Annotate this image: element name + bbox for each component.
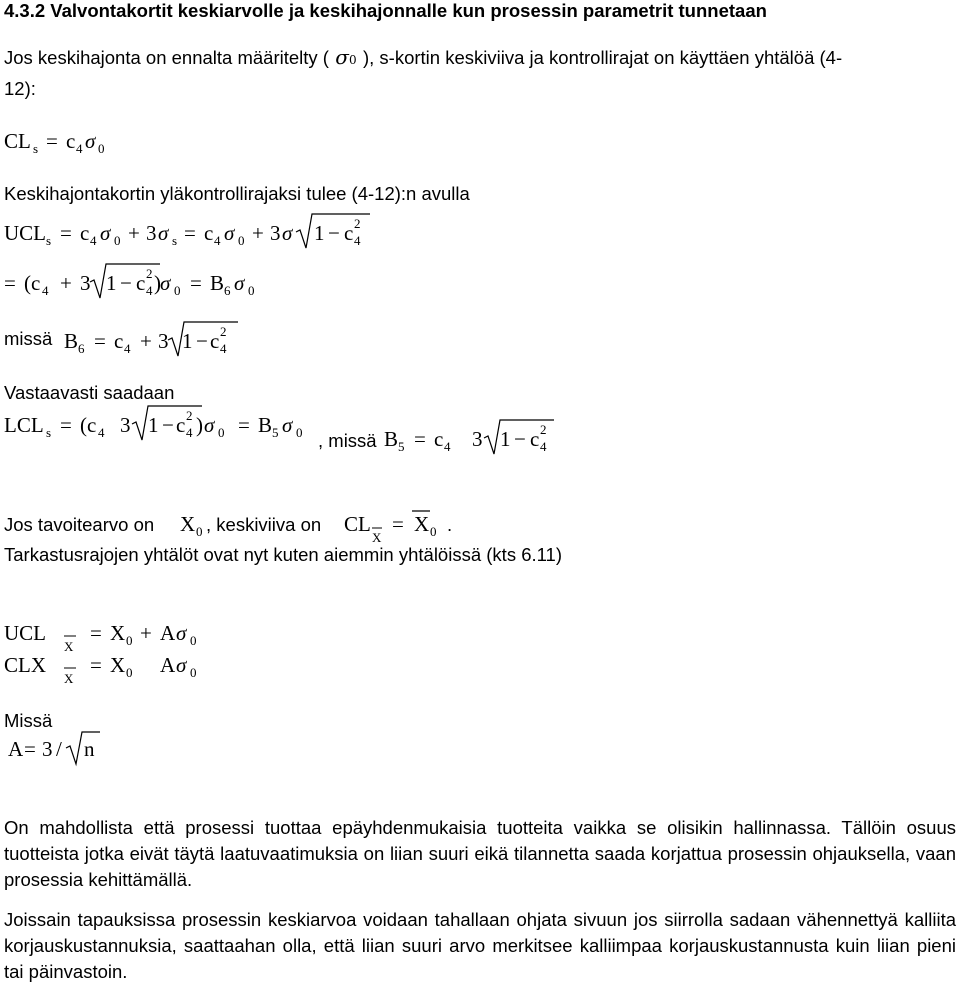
tarkastus-text: Tarkastusrajojen yhtälöt ovat nyt kuten aiemmin yhtälöissä (kts 6.11) [4, 544, 562, 565]
svg-text:σ: σ [234, 271, 245, 295]
svg-text:): ) [154, 271, 161, 295]
svg-text:A: A [8, 737, 24, 761]
svg-text:−: − [162, 413, 174, 437]
equation-ucl-s [4, 214, 370, 248]
svg-text:s: s [46, 233, 52, 248]
svg-text:3: 3 [80, 271, 91, 295]
svg-text:LCL: LCL [4, 413, 44, 437]
svg-text:0: 0 [296, 425, 303, 440]
target-text-1: Jos tavoitearvo on [4, 514, 155, 535]
svg-text:+: + [140, 329, 152, 353]
svg-text:c: c [210, 329, 220, 353]
svg-text:c: c [530, 427, 540, 451]
svg-text:4: 4 [444, 439, 451, 454]
svg-text:4: 4 [220, 341, 227, 356]
svg-text:1: 1 [314, 221, 325, 245]
equation-lcl-s [4, 406, 303, 440]
svg-text:2: 2 [540, 422, 547, 437]
svg-text:=: = [392, 512, 404, 536]
svg-text:3: 3 [270, 221, 281, 245]
svg-text:X: X [64, 671, 74, 686]
svg-text:σ: σ [85, 129, 96, 153]
paragraph-1: On mahdollista että prosessi tuottaa epäyhdenmukaisia tuotteita vaikka se olisikin hallinnassa. Tällöin osuus tuotteista jotka eivät täytä laatuvaatimuksia on liian suuri eikä tilannetta saada korjattua prosessin ohjauksella, vaan prosessia kehittämällä. [4, 817, 956, 890]
svg-text:+: + [252, 221, 264, 245]
svg-text:−: − [328, 221, 340, 245]
svg-text:=: = [184, 221, 196, 245]
svg-text:c: c [204, 221, 214, 245]
svg-text:4: 4 [214, 233, 221, 248]
svg-text:=: = [94, 329, 106, 353]
svg-text:s: s [33, 141, 39, 156]
svg-text:s: s [172, 233, 178, 248]
svg-text:4: 4 [42, 283, 49, 298]
svg-text:6: 6 [78, 341, 85, 356]
svg-text:3: 3 [146, 221, 157, 245]
svg-text:5: 5 [398, 439, 405, 454]
svg-text:3: 3 [42, 737, 53, 761]
equation-target-inline [180, 511, 437, 545]
svg-text:A: A [160, 621, 176, 645]
svg-text:−: − [514, 427, 526, 451]
svg-text:): ) [196, 413, 203, 437]
svg-text:=: = [190, 271, 202, 295]
svg-text:=: = [60, 413, 72, 437]
svg-text:5: 5 [272, 425, 279, 440]
svg-text:B: B [258, 413, 273, 437]
svg-text:=: = [24, 737, 36, 761]
svg-text:0: 0 [218, 425, 225, 440]
svg-text:X: X [110, 653, 126, 677]
svg-text:c: c [114, 329, 124, 353]
svg-text:−: − [120, 271, 132, 295]
svg-text:0: 0 [98, 141, 105, 156]
intro-line-2: 12): [4, 78, 36, 99]
svg-text:=: = [238, 413, 250, 437]
equation-a-definition [8, 732, 100, 764]
svg-text:σ: σ [158, 221, 169, 245]
target-text-3: . [447, 514, 453, 535]
svg-text:σ: σ [282, 413, 293, 437]
svg-text:/: / [56, 737, 62, 761]
svg-text:4: 4 [354, 233, 361, 248]
svg-text:4: 4 [186, 425, 193, 440]
svg-text:3: 3 [158, 329, 169, 353]
svg-text:−: − [196, 329, 208, 353]
svg-text:c: c [80, 221, 90, 245]
svg-text:(c: (c [24, 271, 41, 295]
svg-text:4: 4 [90, 233, 97, 248]
svg-text:6: 6 [224, 283, 231, 298]
svg-text:0: 0 [114, 233, 121, 248]
svg-text:X: X [414, 512, 430, 536]
missa-label-1: missä [4, 328, 53, 349]
svg-text:0: 0 [196, 524, 203, 539]
svg-text:B: B [210, 271, 225, 295]
svg-text:σ: σ [282, 221, 293, 245]
svg-text:+: + [140, 621, 152, 645]
equation-clx-xbar [4, 653, 197, 686]
svg-text:0: 0 [174, 283, 181, 298]
svg-text:0: 0 [126, 633, 133, 648]
svg-text:(c: (c [80, 413, 97, 437]
target-text-2: , keskiviiva on [206, 514, 322, 535]
svg-text:CLX: CLX [4, 653, 46, 677]
upper-limit-text: Keskihajontakortin yläkontrollirajaksi tulee (4-12):n avulla [4, 183, 470, 204]
svg-text:3: 3 [472, 427, 483, 451]
svg-text:A: A [160, 653, 176, 677]
intro-text-start: Jos keskihajonta on ennalta määritelty ( [4, 47, 329, 68]
intro-text-end: ), s-kortin keskiviiva ja kontrollirajat on käyttäen yhtälöä (4- [362, 47, 843, 68]
svg-text:c: c [434, 427, 444, 451]
svg-text:+: + [128, 221, 140, 245]
svg-text:UCL: UCL [4, 221, 46, 245]
vastaavasti-text: Vastaavasti saadaan [4, 382, 175, 403]
sigma-zero-symbol: σ0 [328, 45, 357, 69]
svg-text:c: c [344, 221, 354, 245]
svg-text:X: X [372, 530, 382, 545]
svg-text:σ: σ [100, 221, 111, 245]
svg-text:4: 4 [98, 425, 105, 440]
svg-text:0: 0 [248, 283, 255, 298]
svg-text:n: n [84, 737, 95, 761]
svg-text:2: 2 [354, 216, 361, 231]
svg-text:X: X [64, 639, 74, 654]
svg-text:2: 2 [186, 408, 193, 423]
missa-label-3: Missä [4, 710, 53, 731]
svg-text:σ: σ [160, 271, 171, 295]
svg-text:s: s [46, 425, 52, 440]
svg-text:3: 3 [120, 413, 131, 437]
svg-text:0: 0 [430, 524, 437, 539]
svg-text:UCL: UCL [4, 621, 46, 645]
equation-cl-s [4, 129, 105, 156]
svg-text:0: 0 [126, 665, 133, 680]
svg-text:0: 0 [190, 665, 197, 680]
svg-text:2: 2 [146, 266, 153, 281]
svg-text:c: c [136, 271, 146, 295]
svg-text:4: 4 [540, 439, 547, 454]
svg-text:B: B [384, 427, 399, 451]
svg-text:CL: CL [344, 512, 371, 536]
paragraph-2: Joissain tapauksissa prosessin keskiarvoa voidaan tahallaan ohjata sivuun jos siirrolla sadaan vähennettyä kalliita korjauskustannuksia, saattaahan olla, että liian suuri arvo merkitsee kalliimpaa korjauskustannusta kuin liian pieni tai päinvastoin. [4, 909, 956, 982]
svg-text:c: c [66, 129, 76, 153]
svg-text:=: = [46, 129, 58, 153]
svg-text:4: 4 [76, 141, 83, 156]
missa-label-2: , missä [318, 430, 377, 451]
svg-text:σ: σ [176, 653, 187, 677]
svg-text:σ: σ [204, 413, 215, 437]
section-heading: 4.3.2 Valvontakortit keskiarvolle ja keskihajonnalle kun prosessin parametrit tunnetaan [4, 0, 767, 21]
svg-text:0: 0 [190, 633, 197, 648]
svg-text:B: B [64, 329, 79, 353]
svg-text:1: 1 [106, 271, 117, 295]
svg-text:X: X [110, 621, 126, 645]
svg-text:=: = [90, 653, 102, 677]
svg-text:4: 4 [146, 283, 153, 298]
equation-ucl-xbar [4, 621, 197, 654]
svg-text:=: = [414, 427, 426, 451]
svg-text:=: = [90, 621, 102, 645]
svg-text:+: + [60, 271, 72, 295]
svg-text:X: X [180, 512, 196, 536]
svg-text:1: 1 [148, 413, 159, 437]
svg-text:1: 1 [500, 427, 511, 451]
equation-b5-definition [384, 420, 554, 454]
svg-text:σ: σ [224, 221, 235, 245]
svg-text:CL: CL [4, 129, 31, 153]
svg-text:1: 1 [182, 329, 193, 353]
svg-text:σ: σ [176, 621, 187, 645]
svg-text:0: 0 [238, 233, 245, 248]
svg-text:=: = [4, 271, 16, 295]
svg-text:=: = [60, 221, 72, 245]
equation-b6-definition [64, 322, 238, 356]
svg-text:2: 2 [220, 324, 227, 339]
equation-b6-expansion [4, 264, 255, 298]
svg-text:c: c [176, 413, 186, 437]
svg-text:4: 4 [124, 341, 131, 356]
